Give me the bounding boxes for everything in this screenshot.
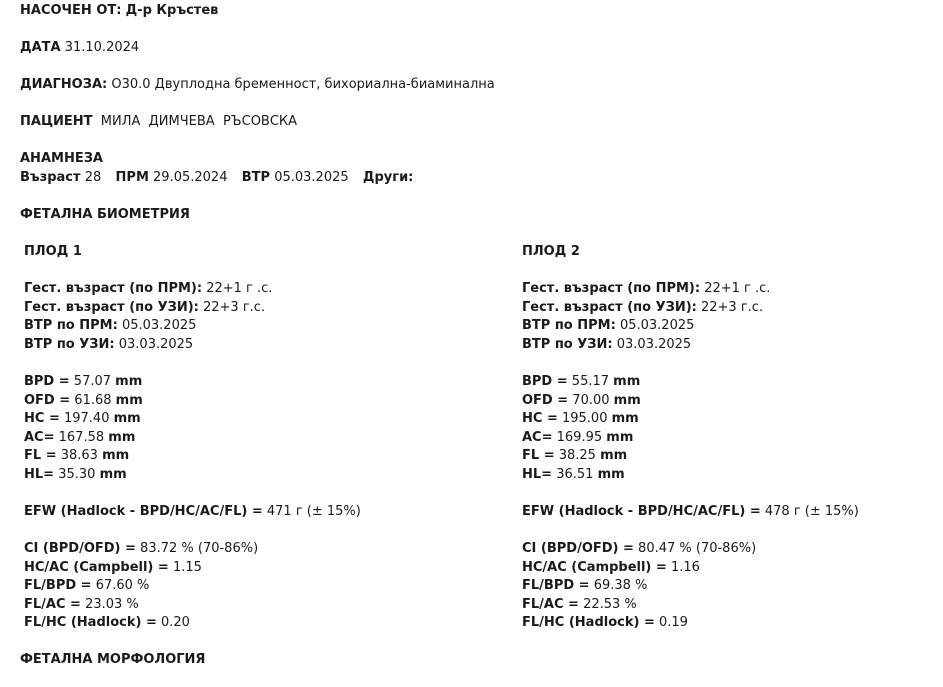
- fetus1-edd-us: [24, 336, 193, 354]
- date-value: 31.10.2024: [64, 40, 140, 55]
- ga-lmp-label: Гест. възраст (по ПРМ):: [522, 281, 701, 296]
- flac-label: FL/AC =: [24, 597, 81, 612]
- ac-value: 167.58: [58, 430, 105, 445]
- ac-value: 169.95: [556, 430, 603, 445]
- edd-us-label: ВТР по УЗИ:: [522, 337, 613, 352]
- fetus1-edd-lmp: [24, 317, 196, 335]
- edd-value: 05.03.2025: [274, 170, 349, 185]
- lmp-value: 29.05.2024: [153, 170, 228, 185]
- hcac-label: HC/AC (Campbell) =: [522, 560, 667, 575]
- fetus2-flbpd: [522, 577, 647, 595]
- fl-label: FL =: [522, 448, 555, 463]
- edd-lmp-value: 05.03.2025: [121, 318, 197, 333]
- ofd-label: OFD =: [522, 393, 569, 408]
- ac-label: AC=: [522, 430, 553, 445]
- efw-value: 478 г (± 15%): [764, 504, 859, 519]
- fetus1-efw: [24, 503, 361, 521]
- fetus2-title: ПЛОД 2: [522, 244, 580, 259]
- bpd-label: BPD =: [24, 374, 70, 389]
- fetus1-flac: [24, 596, 139, 614]
- ac-label: AC=: [24, 430, 55, 445]
- fetus2-ga-us: [522, 299, 763, 317]
- hcac-label: HC/AC (Campbell) =: [24, 560, 169, 575]
- fetus2-flhc: [522, 614, 688, 632]
- efw-label: EFW (Hadlock - BPD/HC/AC/FL) =: [522, 504, 761, 519]
- unit: mm: [115, 393, 143, 408]
- fl-value: 38.25: [558, 448, 596, 463]
- date-row: [20, 39, 139, 57]
- date-label: ДАТА: [20, 40, 61, 55]
- fetus2-flac: [522, 596, 637, 614]
- flhc-label: FL/HC (Hadlock) =: [522, 615, 655, 630]
- ci-value: 83.72 % (70-86%): [140, 541, 259, 556]
- ga-lmp-value: 22+1 г .с.: [704, 281, 771, 296]
- unit: mm: [613, 393, 641, 408]
- ci-label: CI (BPD/OFD) =: [24, 541, 136, 556]
- fetus2-fl: [522, 447, 627, 465]
- fetus1-ofd: [24, 392, 143, 410]
- unit: mm: [600, 448, 628, 463]
- fetus2-edd-lmp: [522, 317, 694, 335]
- fetus2-efw: [522, 503, 859, 521]
- ga-us-label: Гест. възраст (по УЗИ):: [522, 300, 697, 315]
- diagnosis-value: O30.0 Двуплодна бременност, бихориална-биаминална: [111, 77, 495, 92]
- fetus1-hl: [24, 466, 127, 484]
- fetus1-hcac: [24, 559, 202, 577]
- edd-lmp-label: ВТР по ПРМ:: [24, 318, 118, 333]
- flbpd-value: 67.60 %: [95, 578, 150, 593]
- hcac-value: 1.16: [670, 560, 700, 575]
- patient-label: ПАЦИЕНТ: [20, 114, 93, 129]
- efw-value: 471 г (± 15%): [266, 504, 361, 519]
- unit: mm: [113, 411, 141, 426]
- hl-label: HL=: [522, 467, 553, 482]
- fetus2-bpd: [522, 373, 640, 391]
- ofd-label: OFD =: [24, 393, 71, 408]
- edd-label: ВТР: [241, 170, 271, 185]
- fetus1-ci: [24, 540, 258, 558]
- fetus2-hc: [522, 410, 639, 428]
- unit: mm: [597, 467, 625, 482]
- referred-by-label: НАСОЧЕН ОТ:: [20, 3, 122, 18]
- fetus1-ac: [24, 429, 135, 447]
- morphology-title: ФЕТАЛНА МОРФОЛОГИЯ: [20, 652, 206, 667]
- hc-value: 195.00: [561, 411, 608, 426]
- patient-row: [20, 113, 297, 131]
- flhc-value: 0.20: [161, 615, 190, 630]
- fetus2-ci: [522, 540, 756, 558]
- fetus2-ofd: [522, 392, 641, 410]
- anamnesis-title: АНАМНЕЗА: [20, 151, 103, 166]
- age-value: 28: [84, 170, 102, 185]
- hc-label: HC =: [522, 411, 558, 426]
- unit: mm: [613, 374, 641, 389]
- flac-value: 23.03 %: [85, 597, 139, 612]
- referred-by-row: [20, 2, 218, 20]
- bpd-value: 57.07: [73, 374, 112, 389]
- flhc-label: FL/HC (Hadlock) =: [24, 615, 157, 630]
- hl-label: HL=: [24, 467, 55, 482]
- fetus1-flbpd: [24, 577, 149, 595]
- unit: mm: [99, 467, 127, 482]
- edd-lmp-value: 05.03.2025: [619, 318, 695, 333]
- flbpd-label: FL/BPD =: [24, 578, 92, 593]
- edd-us-value: 03.03.2025: [118, 337, 194, 352]
- fl-label: FL =: [24, 448, 57, 463]
- unit: mm: [108, 430, 136, 445]
- other-label: Други:: [362, 170, 414, 185]
- hc-value: 197.40: [63, 411, 110, 426]
- fetus1-flhc: [24, 614, 190, 632]
- unit: mm: [115, 374, 143, 389]
- fetus1-hc: [24, 410, 141, 428]
- unit: mm: [611, 411, 639, 426]
- hc-label: HC =: [24, 411, 60, 426]
- flac-value: 22.53 %: [583, 597, 637, 612]
- diagnosis-label: ДИАГНОЗА:: [20, 77, 108, 92]
- fetus2-hl: [522, 466, 625, 484]
- age-label: Възраст: [20, 170, 81, 185]
- bpd-value: 55.17: [571, 374, 610, 389]
- fetus1-fl: [24, 447, 129, 465]
- hl-value: 35.30: [58, 467, 96, 482]
- ga-lmp-label: Гест. възраст (по ПРМ):: [24, 281, 203, 296]
- ofd-value: 61.68: [74, 393, 112, 408]
- diagnosis-row: [20, 76, 495, 94]
- ga-us-label: Гест. възраст (по УЗИ):: [24, 300, 199, 315]
- fetus1-title: ПЛОД 1: [24, 244, 82, 259]
- edd-us-value: 03.03.2025: [616, 337, 692, 352]
- ga-us-value: 22+3 г.с.: [701, 300, 764, 315]
- hl-value: 36.51: [556, 467, 594, 482]
- fetus1-ga-us: [24, 299, 265, 317]
- patient-value: МИЛА ДИМЧЕВА РЪСОВСКА: [100, 114, 298, 129]
- efw-label: EFW (Hadlock - BPD/HC/AC/FL) =: [24, 504, 263, 519]
- ci-label: CI (BPD/OFD) =: [522, 541, 634, 556]
- ofd-value: 70.00: [572, 393, 610, 408]
- anamnesis-row: [20, 169, 413, 187]
- fetus2-ga-lmp: [522, 280, 770, 298]
- flac-label: FL/AC =: [522, 597, 579, 612]
- fetus2-ac: [522, 429, 633, 447]
- fl-value: 38.63: [60, 448, 98, 463]
- ga-us-value: 22+3 г.с.: [203, 300, 266, 315]
- fetus2-hcac: [522, 559, 700, 577]
- ga-lmp-value: 22+1 г .с.: [206, 281, 273, 296]
- lmp-label: ПРМ: [115, 170, 149, 185]
- fetus1-ga-lmp: [24, 280, 272, 298]
- hcac-value: 1.15: [172, 560, 202, 575]
- ci-value: 80.47 % (70-86%): [638, 541, 757, 556]
- flhc-value: 0.19: [659, 615, 688, 630]
- flbpd-value: 69.38 %: [593, 578, 648, 593]
- fetus2-edd-us: [522, 336, 691, 354]
- biometry-title: ФЕТАЛНА БИОМЕТРИЯ: [20, 207, 190, 222]
- unit: mm: [606, 430, 634, 445]
- edd-us-label: ВТР по УЗИ:: [24, 337, 115, 352]
- referred-by-value: Д-р Кръстев: [125, 3, 219, 18]
- bpd-label: BPD =: [522, 374, 568, 389]
- fetus1-bpd: [24, 373, 142, 391]
- edd-lmp-label: ВТР по ПРМ:: [522, 318, 616, 333]
- unit: mm: [102, 448, 130, 463]
- flbpd-label: FL/BPD =: [522, 578, 590, 593]
